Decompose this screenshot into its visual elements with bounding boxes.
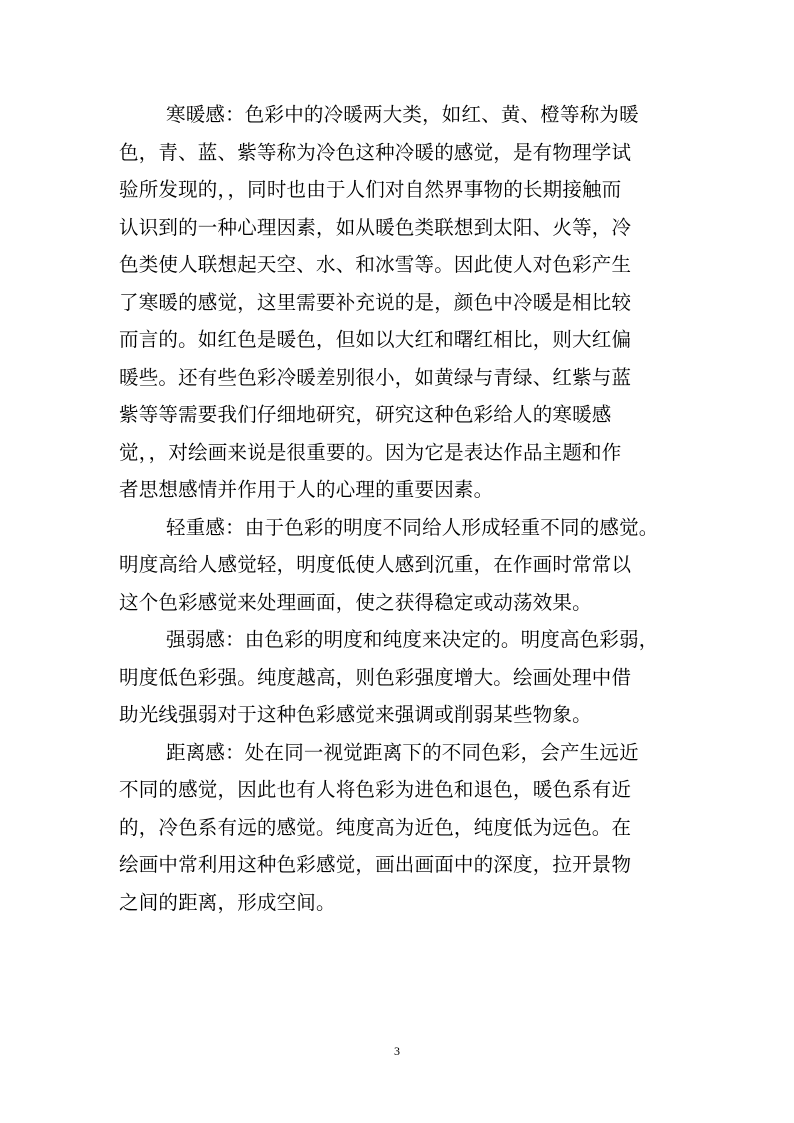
text-line: 者思想感情并作用于人的心理的重要因素。 (119, 478, 494, 501)
text-line: 助光线强弱对于这种色彩感觉来强调或削弱某些物象。 (119, 703, 592, 726)
text-line: 轻重感：由于色彩的明度不同给人形成轻重不同的感觉。 (166, 515, 659, 539)
text-line: 寒暖感：色彩中的冷暖两大类，如红、黄、橙等称为暖 (166, 103, 639, 126)
paragraph-distance (119, 734, 679, 922)
text-line: 的，冷色系有远的感觉。纯度高为近色，纯度低为远色。在 (119, 815, 632, 839)
text-line: 暖些。还有些色彩冷暖差别很小，如黄绿与青绿、红紫与蓝 (119, 365, 632, 389)
text-line: 而言的。如红色是暖色，但如以大红和曙红相比，则大红偏 (119, 328, 632, 351)
text-line: 明度低色彩强。纯度越高，则色彩强度增大。绘画处理中借 (119, 665, 632, 689)
paragraph-warmth (119, 96, 679, 509)
text-line: 之间的距离，形成空间。 (119, 890, 336, 914)
document-body (119, 96, 679, 921)
text-line: 认识到的一种心理因素，如从暖色类联想到太阳、火等，冷 (119, 215, 632, 239)
text-line: 验所发现的，，同时也由于人们对自然界事物的长期接触而 (119, 178, 622, 201)
text-line: 距离感：处在同一视觉距离下的不同色彩，会产生远近 (166, 740, 639, 764)
text-line: 这个色彩感觉来处理画面，使之获得稳定或动荡效果。 (119, 590, 592, 614)
text-line: 色类使人联想起天空、水、和冰雪等。因此使人对色彩产生 (119, 253, 632, 276)
text-line: 绘画中常利用这种色彩感觉，画出画面中的深度，拉开景物 (119, 853, 632, 876)
text-line: 强弱感：由色彩的明度和纯度来决定的。明度高色彩弱， (166, 628, 659, 651)
page-number: 3 (394, 1044, 400, 1058)
text-line: 色，青、蓝、紫等称为冷色这种冷暖的感觉，是有物理学试 (119, 140, 632, 164)
text-line: 明度高给人感觉轻，明度低使人感到沉重，在作画时常常以 (119, 553, 632, 576)
paragraph-strength (119, 621, 679, 734)
text-line: 不同的感觉，因此也有人将色彩为进色和退色，暖色系有近 (119, 778, 632, 801)
text-line: 了寒暖的感觉，这里需要补充说的是，颜色中冷暖是相比较 (119, 290, 632, 314)
paragraph-weight (119, 509, 679, 622)
text-line: 觉，，对绘画来说是很重要的。因为它是表达作品主题和作 (119, 440, 622, 464)
text-line: 紫等等需要我们仔细地研究，研究这种色彩给人的寒暖感 (119, 403, 612, 426)
